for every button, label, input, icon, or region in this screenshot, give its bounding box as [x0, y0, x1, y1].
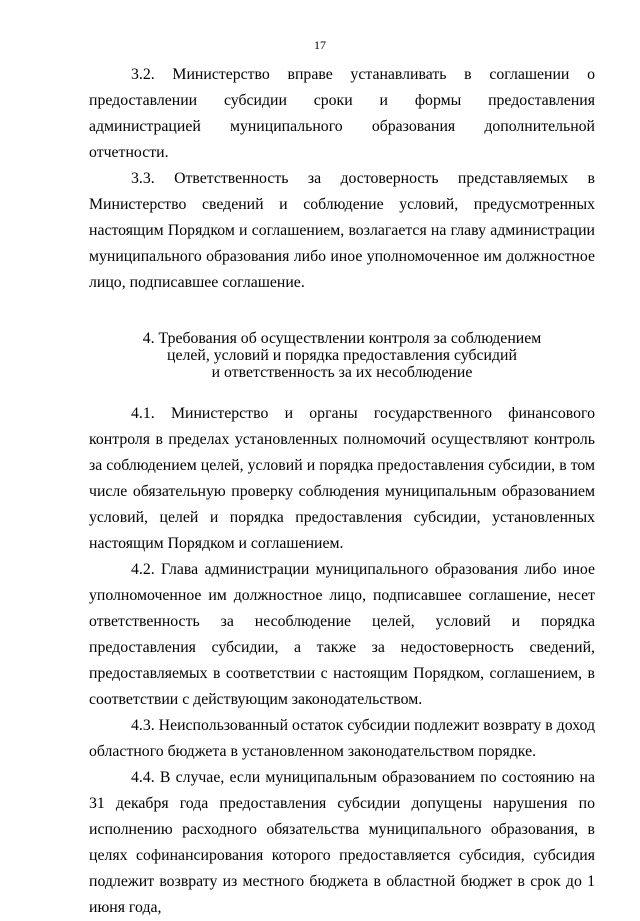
- paragraph-3-3: 3.3. Ответственность за достоверность представляемых в Министерство сведений и соблюдение условий, предусмотренных настоящим Порядком и соглашением, возлагается на главу администрации муниципального образования либо иное уполномоченное им должностное лицо, подписавшее соглашение.: [89, 170, 595, 291]
- section-heading-line: и ответственность за их несоблюдение: [211, 364, 473, 381]
- paragraph-4-4: 4.4. В случае, если муниципальным образованием по состоянию на 31 декабря года предоставления субсидии допущены нарушения по исполнению расходного обязательства муниципального образования, в целях софинансирования которого предоставляется субсидия, субсидия подлежит возврату из местного бюджета в областной бюджет в срок до 1 июня года,: [89, 769, 595, 916]
- paragraph-4-1: 4.1. Министерство и органы государственного финансового контроля в пределах установленных полномочий осуществляют контроль за соблюдением целей, условий и порядка предоставления субсидии, в том числе обязательную проверку соблюдения муниципальным образованием условий, целей и порядка предоставления субсидии, установленных настоящим Порядком и соглашением.: [89, 405, 595, 552]
- section-heading: [89, 330, 595, 381]
- paragraph-4-3: 4.3. Неиспользованный остаток субсидии подлежит возврату в доход областного бюджета в установленном законодательством порядке.: [89, 717, 595, 760]
- paragraph-3-2: 3.2. Министерство вправе устанавливать в соглашении о предоставлении субсидии сроки и формы предоставления администрацией муниципального образования дополнительной отчетности.: [89, 66, 595, 161]
- section-heading-line: целей, условий и порядка предоставления субсидий: [167, 347, 517, 364]
- section-heading-line: 4. Требования об осуществлении контроля за соблюдением: [142, 330, 542, 347]
- paragraph-4-2: 4.2. Глава администрации муниципального образования либо иное уполномоченное им должностное лицо, подписавшее соглашение, несет ответственность за несоблюдение целей, условий и порядка предоставления субсидии, а также за недостоверность сведений, предоставляемых в соответствии с настоящим Порядком, соглашением, в соответствии с действующим законодательством.: [89, 561, 595, 708]
- document-body: [89, 62, 595, 921]
- page-number: 17: [314, 38, 326, 52]
